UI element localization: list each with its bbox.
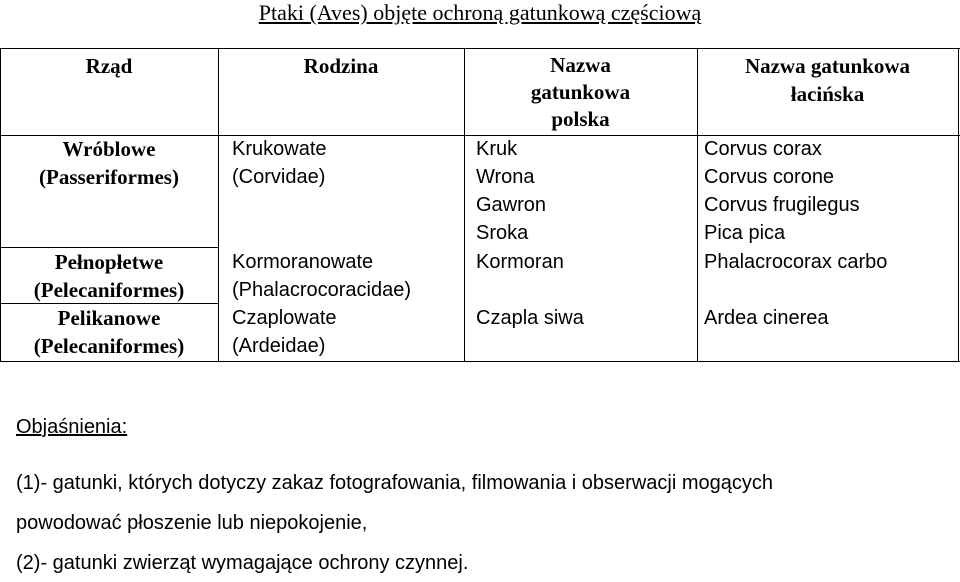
- family-cell: [232, 304, 337, 360]
- latin-name-cell: [704, 248, 887, 276]
- latin-name-cell: [704, 304, 829, 332]
- note-line: powodować płoszenie lub niepokojenie,: [16, 512, 368, 534]
- column-divider: [218, 49, 219, 361]
- family-cell: [232, 248, 411, 304]
- order-cell: [0, 248, 218, 304]
- notes-label: Objaśnienia:: [16, 416, 128, 438]
- header-polish-name-line: gatunkowa: [530, 80, 631, 104]
- species-table: [0, 48, 960, 362]
- order-cell: [0, 304, 218, 360]
- header-latin-name-line: Nazwa gatunkowa: [744, 54, 911, 78]
- header-order: Rząd: [85, 54, 133, 78]
- note-line: (2)- gatunki zwierząt wymagające ochrony czynnej.: [16, 552, 469, 574]
- species-latin-name: Corvus corax: [704, 138, 822, 160]
- order-latin: (Passeriformes): [39, 165, 179, 189]
- header-latin-name: [697, 52, 958, 108]
- header-latin-name-line: łacińska: [790, 82, 865, 106]
- family-name: Czaplowate: [232, 307, 337, 329]
- polish-name-cell: [476, 135, 546, 247]
- species-latin-name: Corvus frugilegus: [704, 194, 860, 216]
- species-polish-name: Sroka: [476, 222, 529, 244]
- polish-name-cell: [476, 248, 564, 276]
- order-name: Wróblowe: [62, 137, 156, 161]
- species-polish-name: Wrona: [476, 166, 535, 188]
- order-latin: (Pelecaniformes): [33, 278, 185, 302]
- header-polish-name: [464, 52, 697, 133]
- species-latin-name: Pica pica: [704, 222, 786, 244]
- family-latin: (Phalacrocoracidae): [232, 279, 411, 301]
- latin-name-cell: [704, 135, 860, 247]
- species-latin-name: Phalacrocorax carbo: [704, 251, 888, 273]
- order-name: Pełnopłetwe: [54, 250, 164, 274]
- document-title: Ptaki (Aves) objęte ochroną gatunkową częściową: [258, 0, 702, 25]
- species-latin-name: Ardea cinerea: [704, 307, 829, 329]
- polish-name-cell: [476, 304, 584, 332]
- header-polish-name-line: polska: [551, 107, 610, 131]
- species-polish-name: Czapla siwa: [476, 307, 584, 329]
- order-cell: [0, 135, 218, 191]
- header-family: Rodzina: [303, 54, 379, 78]
- family-name: Kormoranowate: [232, 251, 374, 273]
- species-polish-name: Kruk: [476, 138, 518, 160]
- order-name: Pelikanowe: [57, 306, 161, 330]
- header-polish-name-line: Nazwa: [550, 53, 611, 77]
- species-polish-name: Gawron: [476, 194, 547, 216]
- family-cell: [232, 135, 327, 191]
- family-latin: (Ardeidae): [232, 335, 326, 357]
- table-border-right: [958, 49, 959, 361]
- species-polish-name: Kormoran: [476, 251, 564, 273]
- species-latin-name: Corvus corone: [704, 166, 835, 188]
- family-latin: (Corvidae): [232, 166, 326, 188]
- note-line: (1)- gatunki, których dotyczy zakaz fotografowania, filmowania i obserwacji mogących: [16, 472, 773, 494]
- family-name: Krukowate: [232, 138, 327, 160]
- order-latin: (Pelecaniformes): [33, 334, 185, 358]
